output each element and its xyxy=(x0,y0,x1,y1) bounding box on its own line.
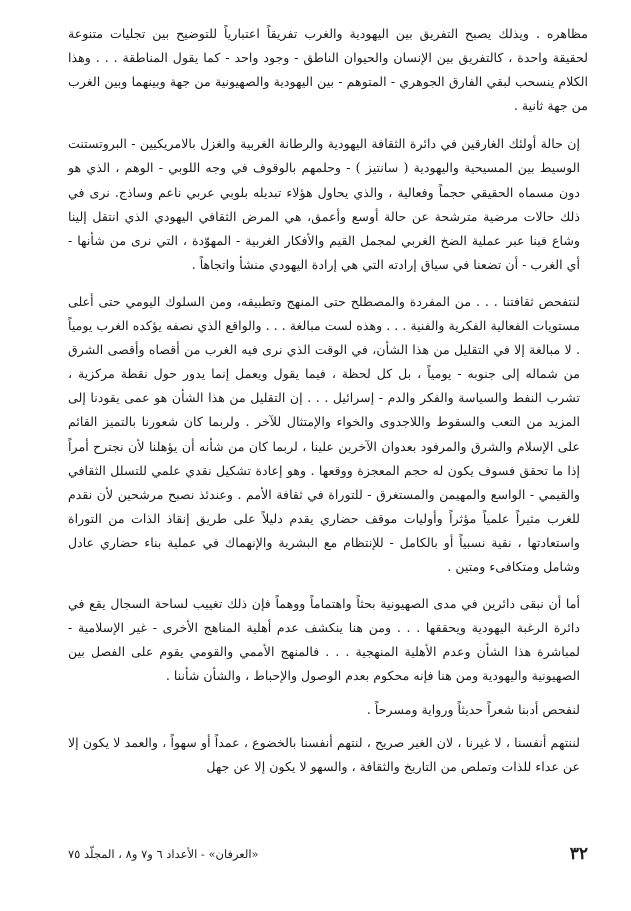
paragraph-6: لننتهم أنفسنا ، لا غيرنا ، لان الغير صريح ، لنتهم أنفسنا بالخضوع ، عمداً أو سهواً ، والعمد لا يكون إلا عن عداء للذات وتملص من التاريخ والثقافة ، والسهو لا يكون إلا عن جهل xyxy=(68,734,580,774)
paragraph-4: أما أن نبقى دائرين في مدى الصهيونية بحثاً واهتماماً ووهماً فإن ذلك تغييب لساحة السجال يقع في دائرة الرغبة اليهودية ويحققها . . . ومن هنا ينكشف عدم أهلية المناهج الأخرى - غير الإسلامية - لمباشرة هذا الشأن وعدم الأهلية المنهجية . . . فالمنهج الأممي والقومي يقوم على الفصل بين الصهيونية واليهودية ومن هنا فإنه محكوم بعدم الوصول والإحباط ، والشأن شأننا . xyxy=(68,596,580,684)
page-footer xyxy=(68,844,588,868)
paragraph-1: مظاهره . ويذلك يصبح التفريق بين اليهودية والغرب تفريقاً اعتبارياً للتوضيح بين تجليات متنوعة لحقيقة واحدة ، كالتفريق بين الإنسان والحيوان الناطق - وجود واحد - كما يقول المناطقة . . . وهذا الكلام ينسحب لبقي الفارق الجوهري - المتوهم - بين اليهودية والصهيونية من جهة وبينهما وبين الغرب من جهة ثانية . xyxy=(68,26,588,114)
paragraph-2: إن حالة أولئك الغارقين في دائرة الثقافة اليهودية والرطانة الغربية والغزل بالامريكيين - البروتستنت الوسيط بين المسيحية واليهودية ( سانتيز ) - وحلمهم بالوقوف في وجه اللوبي - الوهم ، الذي هو دون مسماه الحقيقي حجماً وفعالية ، والذي يحاول هؤلاء تبديله بلوبي عربي ناعم وساذج. نرى في ذلك حالات مرضية مترشحة عن حالة أوسع وأعمق، هي المرض الثقافي اليهودي الذي انتقل إلينا وشاع فينا عبر عملية الضخ الغربي لمجمل القيم والأفكار الغربية - المهوّدة ، التي نرى من شأنها - أي الغرب - أن تضعنا في سياق إرادته التي هي إرادة اليهودي منشأ واتجاهاً . xyxy=(68,136,580,272)
paragraph-3: لنتفحص ثقافتنا . . . من المفردة والمصطلح حتى المنهج وتطبيقه، ومن السلوك اليومي حتى أعلى مستويات الفعالية الفكرية والفنية . . . وهذه لست مبالغة . . . والواقع الذي نصفه يؤكده الغرب يومياً . لا مبالغة إلا في التقليل من هذا الشأن، في الوقت الذي نرى فيه الغرب من أقصاه وأقصى الشرق من شماله إلى جنوبه - يومياً ، بل كل لحظة ، فيما يقول ويعمل إنما يدور حول نقطة مركزية ، تشرب النفط والسياسة والفكر والدم - إسرائيل . . . إن التقليل من هذا الشأن هو عمى يقودنا إلى المزيد من التعب والسقوط واللاجدوى والخواء والإمتثال للآخر . ولربما كان شعورنا بالتميز القائم على الإسلام والشرق والمرفود بعدوان الآخرين علينا ، لربما كان من شأنه أن يؤهلنا لأن نجترح أمراً إذا ما تحقق فسوف يكون له حجم المعجزة ووقعها . وهو إعادة تشكيل نقدي علمي للتسلل الثقافي والقيمي - الواسع والمهيمن والمستغرق - للتوراة في ثقافة الأمم . وعندئذ نصبح مرشحين لأن نقدم للغرب مثيراً علمياً مؤثراً وأوليات موقف حضاري يقدم دليلاً على طريق إنقاذ الذات من التوراة واستعادتها ، نقية نسبياً أو بالكامل - للإنتظام مع البشرية والإنهماك في عملية بناء حضاري عادل وشامل ومتكافىء ومتين . xyxy=(68,293,580,574)
journal-info: «العرفان» - الأعداد ٦ و٧ و٨ ، المجلّد ٧٥ xyxy=(68,847,259,861)
document-page xyxy=(68,22,588,892)
paragraph-5: لنفحص أدبنا شعراً حديثاً ورواية ومسرحاً . xyxy=(366,702,580,718)
page-number: ٣٢ xyxy=(569,844,588,864)
